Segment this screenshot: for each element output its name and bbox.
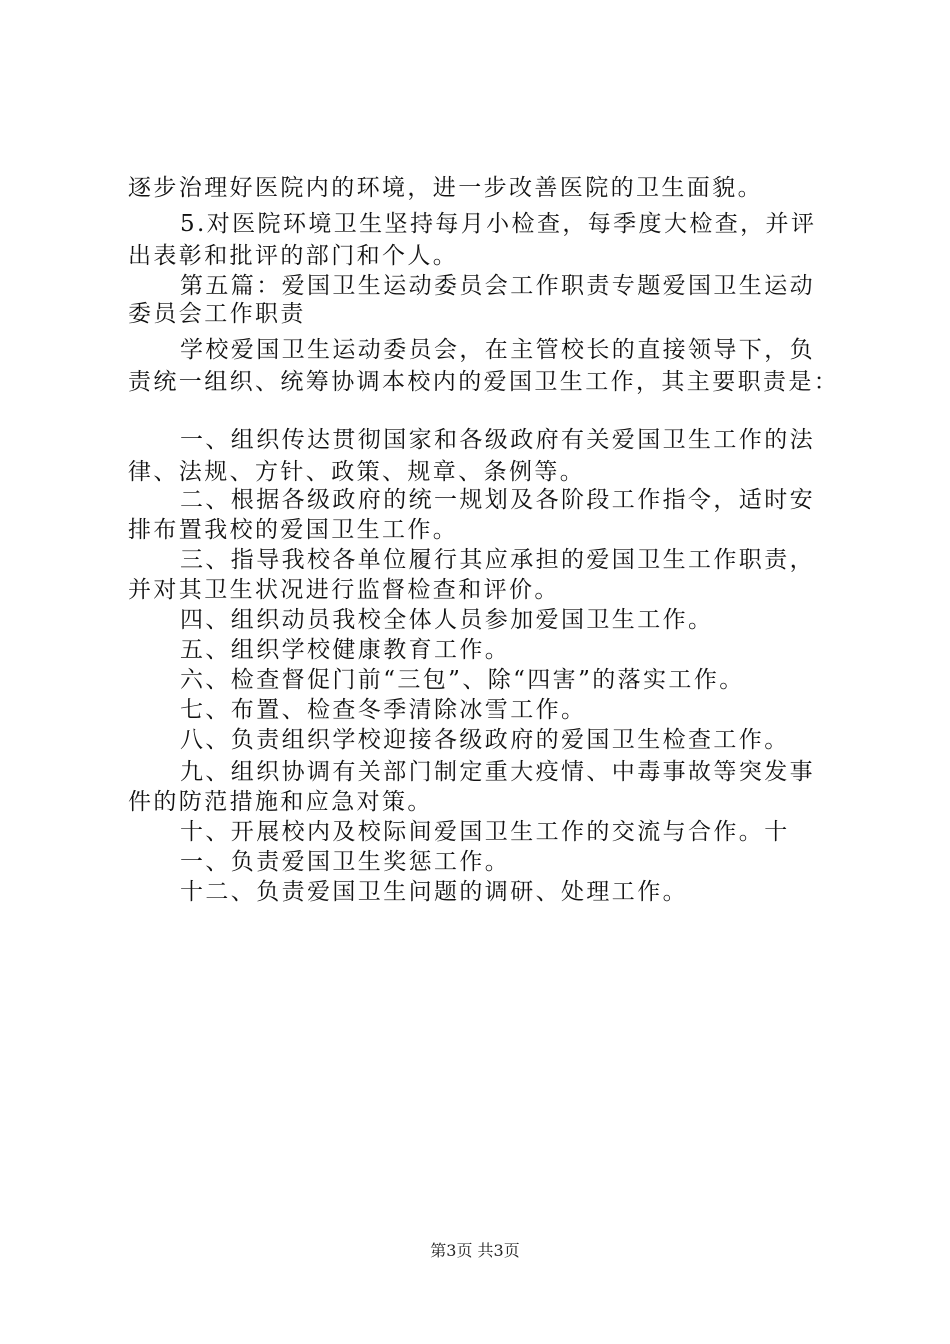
list-item: 八、负责组织学校迎接各级政府的爱国卫生检查工作。: [180, 727, 790, 753]
page-number-footer: 第3页 共3页: [430, 1241, 520, 1260]
list-item: 五、组织学校健康教育工作。: [180, 637, 511, 663]
list-item: 一、负责爱国卫生奖惩工作。: [180, 849, 511, 875]
list-item: 四、组织动员我校全体人员参加爱国卫生工作。: [180, 607, 714, 633]
list-item: 十、开展校内及校际间爱国卫生工作的交流与合作。十: [180, 819, 790, 845]
list-item: 律、法规、方针、政策、规章、条例等。: [128, 459, 586, 485]
section-heading: 第五篇：爱国卫生运动委员会工作职责专题爱国卫生运动: [180, 273, 815, 299]
list-item: 十二、负责爱国卫生问题的调研、处理工作。: [180, 879, 688, 905]
list-item: 九、组织协调有关部门制定重大疫情、中毒事故等突发事: [180, 759, 815, 785]
list-item: 并对其卫生状况进行监督检查和评价。: [128, 577, 560, 603]
list-item: 三、指导我校各单位履行其应承担的爱国卫生工作职责，: [180, 547, 815, 573]
list-item: 排布置我校的爱国卫生工作。: [128, 517, 459, 543]
text-line: 出表彰和批评的部门和个人。: [128, 243, 459, 269]
list-item: 六、检查督促门前“三包”、除“四害”的落实工作。: [180, 667, 745, 693]
text-line: 责统一组织、统筹协调本校内的爱国卫生工作，其主要职责是：: [128, 369, 840, 395]
list-item: 七、布置、检查冬季清除冰雪工作。: [180, 697, 587, 723]
section-heading: 委员会工作职责: [128, 301, 306, 327]
text-line: 5.对医院环境卫生坚持每月小检查，每季度大检查，并评: [180, 211, 817, 237]
list-item: 件的防范措施和应急对策。: [128, 789, 433, 815]
list-item: 二、根据各级政府的统一规划及各阶段工作指令，适时安: [180, 487, 815, 513]
list-item: 一、组织传达贯彻国家和各级政府有关爱国卫生工作的法: [180, 427, 815, 453]
text-line: 逐步治理好医院内的环境，进一步改善医院的卫生面貌。: [128, 175, 763, 201]
text-line: 学校爱国卫生运动委员会，在主管校长的直接领导下，负: [180, 337, 815, 363]
